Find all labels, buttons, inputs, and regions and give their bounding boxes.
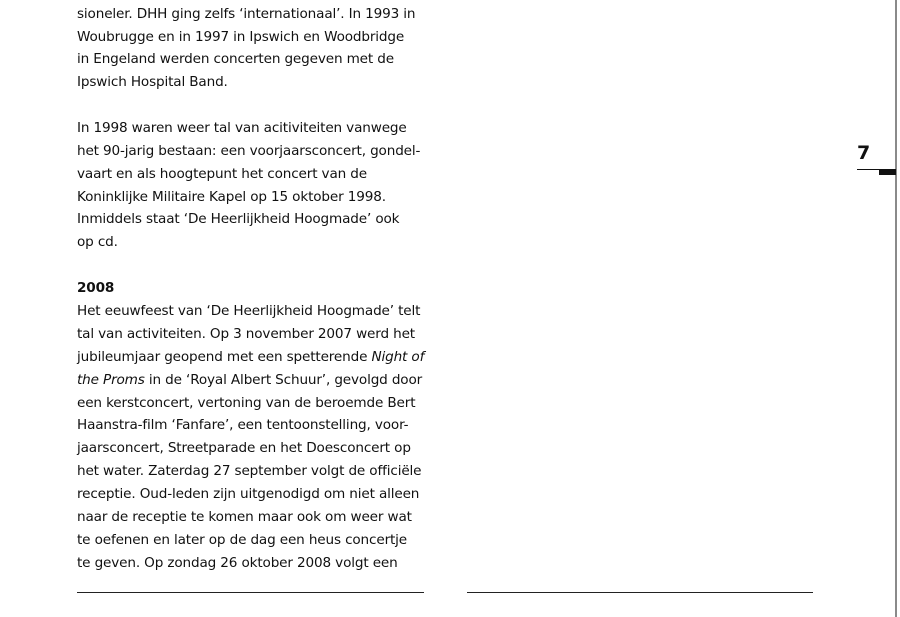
text-line: Woubrugge en in 1997 in Ipswich en Woodbridge <box>77 29 405 45</box>
section-heading: 2008 <box>77 280 115 296</box>
text-line: Het eeuwfeest van ‘De Heerlijkheid Hoogmade’ telt <box>77 303 421 319</box>
text-line: vaart en als hoogtepunt het concert van de <box>77 166 367 182</box>
text-line: In 1998 waren weer tal van acitiviteiten vanwege <box>77 120 407 136</box>
text-segment: jubileumjaar geopend met een spetterende <box>77 349 372 365</box>
text-line: te geven. Op zondag 26 oktober 2008 volgt een <box>77 555 398 571</box>
text-line: naar de receptie te komen maar ook om weer wat <box>77 509 412 525</box>
text-line: te oefenen en later op de dag een heus concertje <box>77 532 408 548</box>
page-number-bar <box>879 169 896 175</box>
text-line: een kerstconcert, vertoning van de beroemde Bert <box>77 395 416 411</box>
text-line: op cd. <box>77 234 118 250</box>
text-segment: in de ‘Royal Albert Schuur’, gevolgd door <box>144 372 423 388</box>
page-number-underline <box>857 169 879 170</box>
italic-title: the Proms <box>77 372 145 388</box>
text-line: jaarsconcert, Streetparade en het Doesconcert op <box>77 440 411 456</box>
footer-rule-right <box>467 592 813 593</box>
text-line: receptie. Oud-leden zijn uitgenodigd om niet alleen <box>77 486 420 502</box>
text-line: Ipswich Hospital Band. <box>77 74 228 90</box>
text-line: het water. Zaterdag 27 september volgt de officiële <box>77 463 422 479</box>
text-line: sioneler. DHH ging zelfs ‘internationaal’. In 1993 in <box>77 6 416 22</box>
text-line: Koninklijke Militaire Kapel op 15 oktober 1998. <box>77 189 386 205</box>
page-number: 7 <box>857 142 871 164</box>
text-line: het 90-jarig bestaan: een voorjaarsconcert, gondel- <box>77 143 421 159</box>
text-line <box>77 346 437 369</box>
text-line <box>77 369 437 392</box>
text-line: in Engeland werden concerten gegeven met de <box>77 51 394 67</box>
page-edge-divider <box>895 0 897 617</box>
italic-title: Night of <box>371 349 425 365</box>
text-line: tal van activiteiten. Op 3 november 2007 werd het <box>77 326 415 342</box>
text-line: Haanstra-film ‘Fanfare’, een tentoonstelling, voor- <box>77 417 409 433</box>
footer-rule-left <box>77 592 424 593</box>
text-line: Inmiddels staat ‘De Heerlijkheid Hoogmade’ ook <box>77 211 400 227</box>
